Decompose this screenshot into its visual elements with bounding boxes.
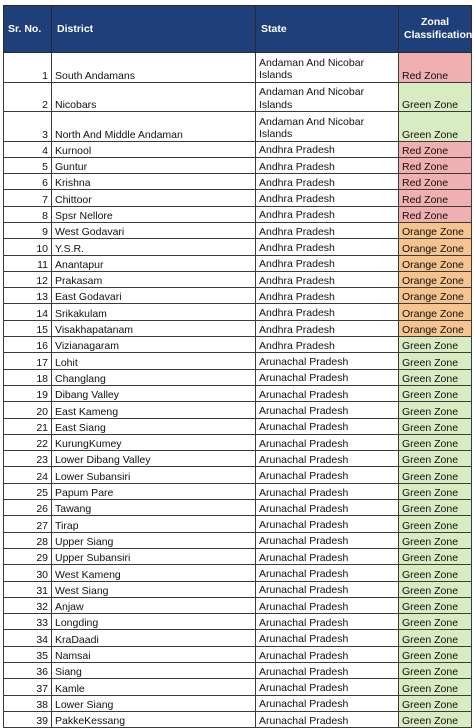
- table-row: [4, 157, 472, 173]
- zone-cell: Green Zone: [399, 695, 472, 711]
- zone-cell: Green Zone: [399, 500, 472, 516]
- sr-no-cell: 37: [4, 679, 52, 695]
- district-cell: North And Middle Andaman: [52, 112, 256, 142]
- header-sr-no: Sr. No.: [4, 6, 52, 53]
- state-cell: Andaman And Nicobar Islands: [256, 112, 399, 142]
- table-row: [4, 679, 472, 695]
- table-row: [4, 630, 472, 646]
- state-cell: Arunachal Pradesh: [256, 467, 399, 483]
- table-row: [4, 337, 472, 353]
- sr-no-cell: 6: [4, 174, 52, 190]
- zone-cell: Red Zone: [399, 190, 472, 206]
- sr-no-cell: 26: [4, 500, 52, 516]
- zone-cell: Green Zone: [399, 337, 472, 353]
- sr-no-cell: 3: [4, 112, 52, 142]
- zone-cell: Green Zone: [399, 597, 472, 613]
- district-cell: KurungKumey: [52, 434, 256, 450]
- table-row: [4, 353, 472, 369]
- table-row: [4, 418, 472, 434]
- table-row: [4, 581, 472, 597]
- district-cell: Lohit: [52, 353, 256, 369]
- zone-cell: Red Zone: [399, 141, 472, 157]
- state-cell: Andhra Pradesh: [256, 320, 399, 336]
- sr-no-cell: 7: [4, 190, 52, 206]
- zone-cell: Red Zone: [399, 53, 472, 83]
- table-body: [4, 53, 472, 728]
- sr-no-cell: 12: [4, 271, 52, 287]
- sr-no-cell: 4: [4, 141, 52, 157]
- state-cell: Andhra Pradesh: [256, 304, 399, 320]
- state-cell: Arunachal Pradesh: [256, 663, 399, 679]
- table-row: [4, 141, 472, 157]
- state-cell: Arunachal Pradesh: [256, 418, 399, 434]
- header-state: State: [256, 6, 399, 53]
- zone-cell: Green Zone: [399, 483, 472, 499]
- table-row: [4, 695, 472, 711]
- district-cell: West Godavari: [52, 222, 256, 238]
- zone-cell: Orange Zone: [399, 239, 472, 255]
- district-cell: Upper Siang: [52, 532, 256, 548]
- table-row: [4, 646, 472, 662]
- district-cell: Spsr Nellore: [52, 206, 256, 222]
- table-row: [4, 174, 472, 190]
- zone-cell: Green Zone: [399, 112, 472, 142]
- table-row: [4, 222, 472, 238]
- state-cell: Arunachal Pradesh: [256, 500, 399, 516]
- table-row: [4, 711, 472, 727]
- header-zonal-classification: Zonal Classification: [399, 6, 472, 53]
- district-cell: Prakasam: [52, 271, 256, 287]
- district-cell: Longding: [52, 614, 256, 630]
- district-cell: Siang: [52, 663, 256, 679]
- state-cell: Andhra Pradesh: [256, 222, 399, 238]
- state-cell: Arunachal Pradesh: [256, 548, 399, 564]
- state-cell: Arunachal Pradesh: [256, 565, 399, 581]
- table-row: [4, 402, 472, 418]
- zone-cell: Green Zone: [399, 418, 472, 434]
- state-cell: Andaman And Nicobar Islands: [256, 82, 399, 112]
- state-cell: Andhra Pradesh: [256, 271, 399, 287]
- sr-no-cell: 17: [4, 353, 52, 369]
- district-cell: Papum Pare: [52, 483, 256, 499]
- district-cell: East Siang: [52, 418, 256, 434]
- header-row: [4, 6, 472, 53]
- zone-cell: Green Zone: [399, 565, 472, 581]
- state-cell: Arunachal Pradesh: [256, 597, 399, 613]
- state-cell: Arunachal Pradesh: [256, 630, 399, 646]
- zone-cell: Green Zone: [399, 82, 472, 112]
- table-row: [4, 451, 472, 467]
- zone-cell: Green Zone: [399, 467, 472, 483]
- district-cell: Lower Dibang Valley: [52, 451, 256, 467]
- district-cell: West Kameng: [52, 565, 256, 581]
- sr-no-cell: 33: [4, 614, 52, 630]
- state-cell: Arunachal Pradesh: [256, 402, 399, 418]
- sr-no-cell: 32: [4, 597, 52, 613]
- zone-cell: Green Zone: [399, 516, 472, 532]
- district-cell: West Siang: [52, 581, 256, 597]
- state-cell: Arunachal Pradesh: [256, 614, 399, 630]
- table-row: [4, 271, 472, 287]
- state-cell: Andhra Pradesh: [256, 206, 399, 222]
- table-row: [4, 320, 472, 336]
- table-row: [4, 434, 472, 450]
- sr-no-cell: 19: [4, 385, 52, 401]
- district-cell: Lower Siang: [52, 695, 256, 711]
- table-row: [4, 663, 472, 679]
- zone-cell: Green Zone: [399, 434, 472, 450]
- table-row: [4, 565, 472, 581]
- sr-no-cell: 5: [4, 157, 52, 173]
- zone-cell: Red Zone: [399, 157, 472, 173]
- zone-cell: Green Zone: [399, 548, 472, 564]
- table-row: [4, 190, 472, 206]
- sr-no-cell: 18: [4, 369, 52, 385]
- sr-no-cell: 16: [4, 337, 52, 353]
- zone-cell: Green Zone: [399, 711, 472, 727]
- sr-no-cell: 35: [4, 646, 52, 662]
- district-cell: Lower Subansiri: [52, 467, 256, 483]
- sr-no-cell: 38: [4, 695, 52, 711]
- zone-cell: Green Zone: [399, 630, 472, 646]
- table-row: [4, 82, 472, 112]
- district-cell: Kamle: [52, 679, 256, 695]
- district-cell: Namsai: [52, 646, 256, 662]
- state-cell: Arunachal Pradesh: [256, 646, 399, 662]
- table-row: [4, 548, 472, 564]
- table-row: [4, 288, 472, 304]
- district-cell: Tawang: [52, 500, 256, 516]
- sr-no-cell: 2: [4, 82, 52, 112]
- district-cell: Visakhapatanam: [52, 320, 256, 336]
- sr-no-cell: 36: [4, 663, 52, 679]
- table-row: [4, 255, 472, 271]
- state-cell: Arunachal Pradesh: [256, 695, 399, 711]
- table-row: [4, 516, 472, 532]
- zone-cell: Orange Zone: [399, 255, 472, 271]
- state-cell: Arunachal Pradesh: [256, 483, 399, 499]
- zone-cell: Green Zone: [399, 581, 472, 597]
- state-cell: Andhra Pradesh: [256, 288, 399, 304]
- header-district: District: [52, 6, 256, 53]
- sr-no-cell: 20: [4, 402, 52, 418]
- sr-no-cell: 21: [4, 418, 52, 434]
- district-cell: Nicobars: [52, 82, 256, 112]
- district-cell: Anantapur: [52, 255, 256, 271]
- zone-cell: Orange Zone: [399, 320, 472, 336]
- zone-cell: Orange Zone: [399, 288, 472, 304]
- state-cell: Arunachal Pradesh: [256, 385, 399, 401]
- sr-no-cell: 29: [4, 548, 52, 564]
- state-cell: Andaman And Nicobar Islands: [256, 53, 399, 83]
- zone-cell: Orange Zone: [399, 222, 472, 238]
- zonal-classification-table: [3, 5, 472, 728]
- state-cell: Arunachal Pradesh: [256, 679, 399, 695]
- table-row: [4, 614, 472, 630]
- zone-cell: Green Zone: [399, 353, 472, 369]
- district-cell: Kurnool: [52, 141, 256, 157]
- state-cell: Arunachal Pradesh: [256, 711, 399, 727]
- district-cell: Dibang Valley: [52, 385, 256, 401]
- table-row: [4, 385, 472, 401]
- sr-no-cell: 14: [4, 304, 52, 320]
- sr-no-cell: 34: [4, 630, 52, 646]
- table-row: [4, 483, 472, 499]
- zone-cell: Green Zone: [399, 451, 472, 467]
- table-row: [4, 532, 472, 548]
- table-header: [4, 6, 472, 53]
- sr-no-cell: 10: [4, 239, 52, 255]
- state-cell: Andhra Pradesh: [256, 239, 399, 255]
- zone-cell: Green Zone: [399, 369, 472, 385]
- state-cell: Andhra Pradesh: [256, 157, 399, 173]
- district-cell: Anjaw: [52, 597, 256, 613]
- table-row: [4, 500, 472, 516]
- sr-no-cell: 28: [4, 532, 52, 548]
- district-cell: Vizianagaram: [52, 337, 256, 353]
- zone-cell: Red Zone: [399, 206, 472, 222]
- zone-cell: Green Zone: [399, 402, 472, 418]
- zone-cell: Orange Zone: [399, 304, 472, 320]
- district-cell: Changlang: [52, 369, 256, 385]
- sr-no-cell: 13: [4, 288, 52, 304]
- sr-no-cell: 11: [4, 255, 52, 271]
- district-cell: Guntur: [52, 157, 256, 173]
- sr-no-cell: 22: [4, 434, 52, 450]
- district-cell: Tirap: [52, 516, 256, 532]
- sr-no-cell: 1: [4, 53, 52, 83]
- sr-no-cell: 27: [4, 516, 52, 532]
- sr-no-cell: 25: [4, 483, 52, 499]
- district-cell: Chittoor: [52, 190, 256, 206]
- zone-cell: Orange Zone: [399, 271, 472, 287]
- district-cell: Y.S.R.: [52, 239, 256, 255]
- table-row: [4, 206, 472, 222]
- state-cell: Andhra Pradesh: [256, 141, 399, 157]
- state-cell: Andhra Pradesh: [256, 190, 399, 206]
- table-row: [4, 53, 472, 83]
- zone-cell: Green Zone: [399, 614, 472, 630]
- zone-cell: Green Zone: [399, 532, 472, 548]
- zone-cell: Green Zone: [399, 385, 472, 401]
- table-row: [4, 467, 472, 483]
- sr-no-cell: 24: [4, 467, 52, 483]
- state-cell: Arunachal Pradesh: [256, 581, 399, 597]
- district-cell: Srikakulam: [52, 304, 256, 320]
- state-cell: Arunachal Pradesh: [256, 516, 399, 532]
- state-cell: Arunachal Pradesh: [256, 369, 399, 385]
- zone-cell: Green Zone: [399, 663, 472, 679]
- district-cell: Upper Subansiri: [52, 548, 256, 564]
- district-cell: KraDaadi: [52, 630, 256, 646]
- state-cell: Andhra Pradesh: [256, 174, 399, 190]
- state-cell: Andhra Pradesh: [256, 255, 399, 271]
- zone-cell: Green Zone: [399, 679, 472, 695]
- state-cell: Arunachal Pradesh: [256, 353, 399, 369]
- zone-cell: Green Zone: [399, 646, 472, 662]
- sr-no-cell: 9: [4, 222, 52, 238]
- sr-no-cell: 30: [4, 565, 52, 581]
- district-cell: South Andamans: [52, 53, 256, 83]
- table-row: [4, 112, 472, 142]
- sr-no-cell: 15: [4, 320, 52, 336]
- table-row: [4, 304, 472, 320]
- state-cell: Arunachal Pradesh: [256, 451, 399, 467]
- state-cell: Arunachal Pradesh: [256, 532, 399, 548]
- zone-cell: Red Zone: [399, 174, 472, 190]
- state-cell: Arunachal Pradesh: [256, 434, 399, 450]
- district-cell: Krishna: [52, 174, 256, 190]
- district-cell: PakkeKessang: [52, 711, 256, 727]
- sr-no-cell: 8: [4, 206, 52, 222]
- table-row: [4, 369, 472, 385]
- sr-no-cell: 23: [4, 451, 52, 467]
- table-row: [4, 597, 472, 613]
- sr-no-cell: 31: [4, 581, 52, 597]
- sr-no-cell: 39: [4, 711, 52, 727]
- district-cell: East Godavari: [52, 288, 256, 304]
- table-row: [4, 239, 472, 255]
- state-cell: Andhra Pradesh: [256, 337, 399, 353]
- district-cell: East Kameng: [52, 402, 256, 418]
